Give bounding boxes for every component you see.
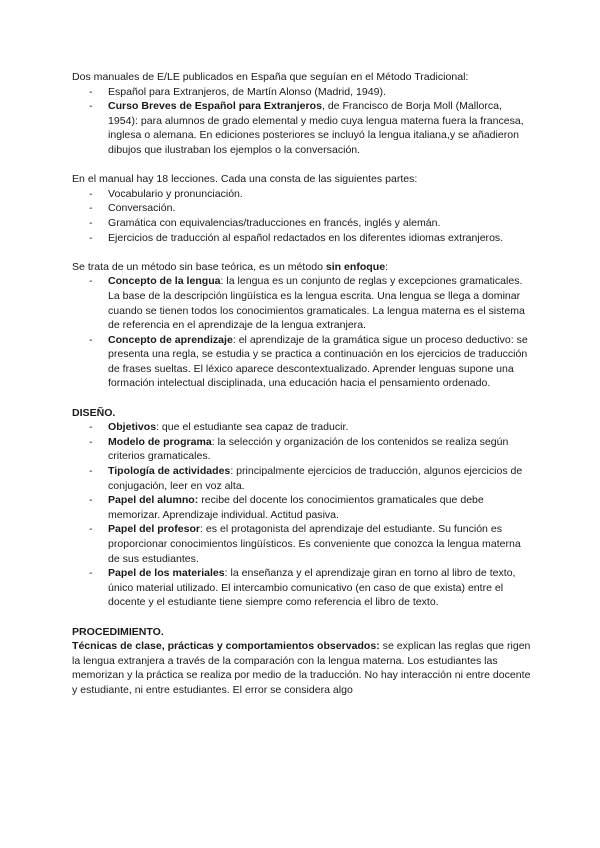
list-item — [72, 566, 534, 610]
list-item — [72, 274, 534, 332]
procedure-heading: PROCEDIMIENTO. — [72, 625, 164, 638]
list-item-term: Concepto de la lengua — [108, 275, 221, 288]
list-item-term: Papel del profesor — [108, 523, 201, 536]
list-item-text: Vocabulario y pronunciación. — [108, 187, 243, 200]
design-heading: DISEÑO. — [72, 406, 116, 419]
list-item — [72, 435, 534, 464]
list-item — [72, 420, 534, 435]
list-item-text: , de Francisco de Borja Moll (Mallorca, 1954): para alumnos de grado elemental y medio cuya lengua materna fuera la francesa, inglesa o alemana. En ediciones posteriores se incluyó la lengua italiana,y se añadieron dibujos que ilustraban los ejemplos o la conversación. — [108, 100, 524, 156]
list-item-text: Gramática con equivalencias/traducciones en francés, inglés y alemán. — [108, 216, 441, 229]
list-item-term: Objetivos — [108, 421, 157, 434]
dash-bullet: - — [89, 523, 93, 536]
list-item — [72, 187, 534, 202]
dash-bullet: - — [89, 100, 93, 113]
list-item — [72, 493, 534, 522]
list-item-text: : la selección y organización de los contenidos se realiza según criterios gramaticales. — [108, 435, 509, 463]
list-item — [72, 464, 534, 493]
section3-intro-text: Se trata de un método sin base teórica, es un método — [72, 260, 326, 273]
dash-bullet: - — [89, 494, 93, 507]
list-item-text: Conversación. — [108, 202, 176, 215]
list-item-text: : que el estudiante sea capaz de traducir. — [156, 421, 349, 434]
list-item-term: Tipología de actividades — [108, 465, 231, 478]
section3-intro — [72, 260, 534, 275]
dash-bullet: - — [89, 275, 93, 288]
list-item-text: : la enseñanza y el aprendizaje giran en torno al libro de texto, único material utilizado. El intercambio comunicativo (en caso de que exista) entre el docente y el estudiante tiene siempre como referencia el libro de texto. — [108, 567, 516, 609]
section1-intro: Dos manuales de E/LE publicados en España que seguían en el Método Tradicional: — [72, 71, 469, 83]
dash-bullet: - — [89, 216, 93, 229]
list-item — [72, 201, 534, 216]
section2-intro: En el manual hay 18 lecciones. Cada una consta de las siguientes partes: — [72, 173, 418, 186]
procedure-paragraph — [72, 639, 534, 697]
list-item — [72, 522, 534, 566]
section3-intro-bold: sin enfoque — [325, 260, 386, 273]
list-item-term: Papel de los materiales — [108, 567, 225, 580]
procedure-text: se explican las reglas que rigen la lengua extranjera a través de la comparación con la lengua materna. Los estudiantes las memorizan y la práctica se realiza por medio de la traducción. No hay interacción ni entre docente y estudiante, ni entre estudiantes. El error se considera algo — [72, 640, 531, 696]
list-item-text: : principalmente ejercicios de traducción, algunos ejercicios de conjugación, leer en voz alta. — [108, 465, 523, 492]
list-item-term: Curso Breves de Español para Extranjeros — [108, 100, 322, 113]
dash-bullet: - — [89, 202, 93, 215]
section2-list — [72, 187, 534, 245]
dash-bullet: - — [89, 435, 93, 448]
section1-list — [72, 85, 534, 158]
list-item-text: : es el protagonista del aprendizaje del estudiante. Su función es proporcionar conocimientos lingüísticos. Es conveniente que conozca la lengua materna de sus estudiantes. — [108, 523, 521, 565]
section3-list — [72, 274, 534, 391]
list-item — [72, 231, 534, 246]
list-item-text: : el aprendizaje de la gramática sigue un proceso deductivo: se presenta una regla, se estudia y se practica a continuación en los ejercicios de traducción de frases sueltas. El léxico aparece descontextualizado. Aprender lenguas supone una formación intelectual disciplinada, una educación hacia el pensamiento ordenado. — [108, 333, 528, 390]
dash-bullet: - — [89, 465, 93, 478]
list-item-term: Concepto de aprendizaje — [108, 333, 233, 346]
list-item-text: Español para Extranjeros, de Martín Alonso (Madrid, 1949). — [108, 85, 386, 98]
list-item-term: Modelo de programa — [108, 435, 212, 448]
dash-bullet: - — [89, 333, 93, 346]
list-item — [72, 85, 534, 100]
dash-bullet: - — [89, 187, 93, 200]
list-item — [72, 216, 534, 231]
list-item-term: Papel del alumno: — [108, 494, 199, 507]
dash-bullet: - — [89, 231, 93, 244]
design-list — [72, 420, 534, 610]
section3-intro-colon: : — [385, 260, 388, 273]
list-item — [72, 99, 534, 157]
list-item-text: recibe del docente los conocimientos gramaticales que debe memorizar. Aprendizaje individual. Actitud pasiva. — [108, 494, 484, 521]
list-item-text: : la lengua es un conjunto de reglas y excepciones gramaticales. La base de la descripción lingüística es la lengua escrita. Una lengua se llega a dominar cuando se tienen todos los conocimientos gramaticales. La lengua materna es el sistema de referencia en el aprendizaje de la lengua extranjera. — [108, 275, 525, 332]
dash-bullet: - — [89, 85, 93, 98]
dash-bullet: - — [89, 421, 93, 434]
list-item — [72, 333, 534, 391]
procedure-bold: Técnicas de clase, prácticas y comportamientos observados: — [72, 640, 380, 653]
document-page — [72, 70, 534, 698]
dash-bullet: - — [89, 567, 93, 580]
list-item-text: Ejercicios de traducción al español redactados en los diferentes idiomas extranjeros. — [108, 231, 504, 244]
